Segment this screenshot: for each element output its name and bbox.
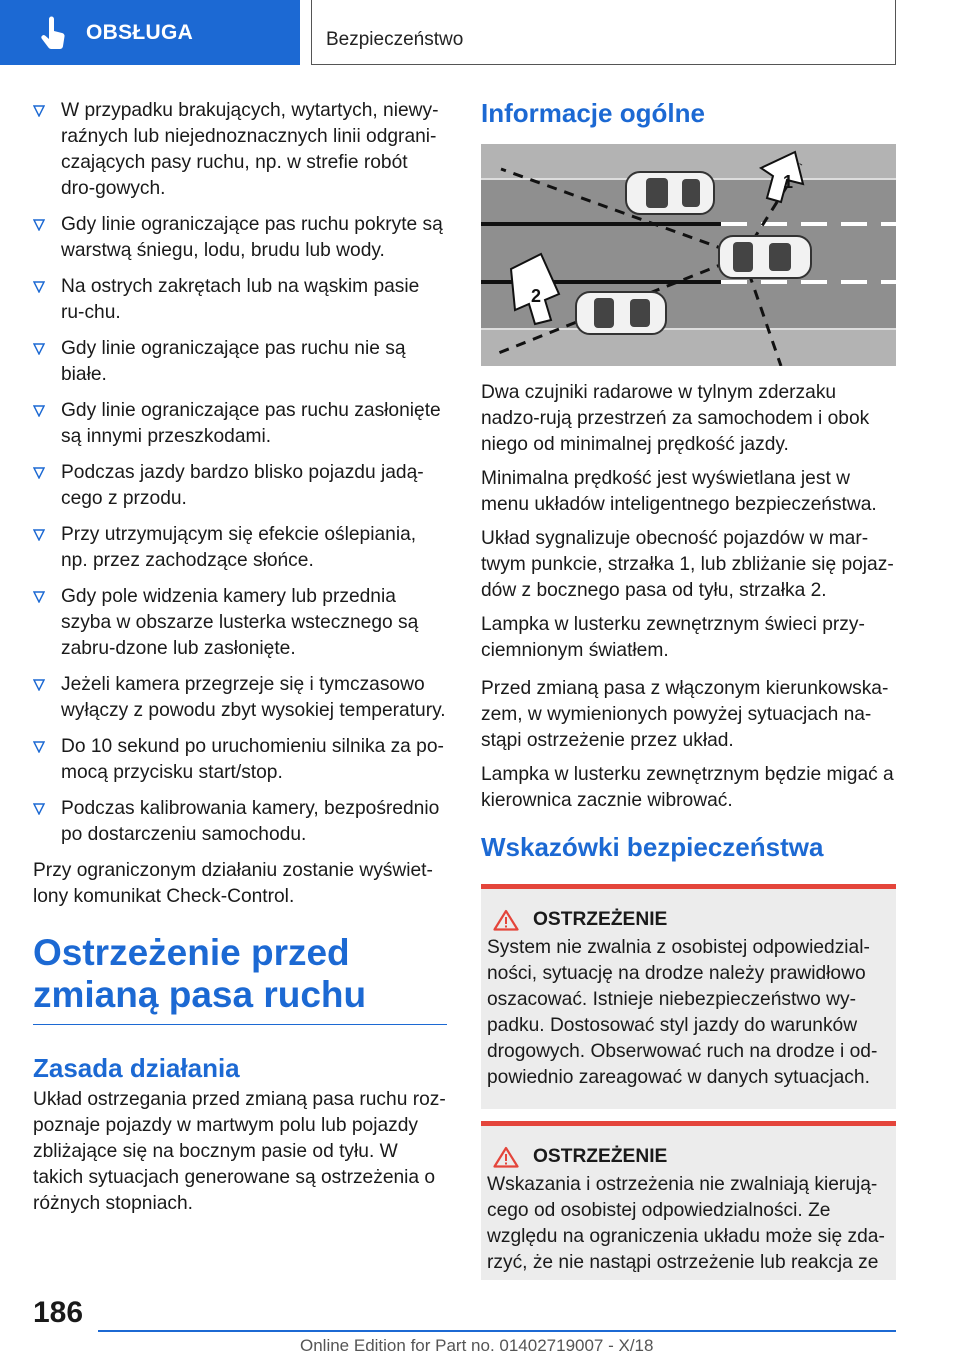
list-item-text: Gdy linie ograniczające pas ruchu pokryte są warstwą śniegu, lodu, brudu lub wody. (61, 214, 443, 261)
bullet-triangle-icon (33, 405, 45, 417)
check-control-note: Przy ograniczonym działaniu zostanie wyświet-lony komunikat Check-Control. (33, 860, 433, 907)
list-item (33, 584, 447, 662)
section-heading: Ostrzeżenie przed zmianą pasa ruchu (33, 932, 447, 1025)
list-item-text: Gdy linie ograniczające pas ruchu nie są białe. (61, 338, 406, 385)
bullet-triangle-icon (33, 343, 45, 355)
list-item-text: Jeżeli kamera przegrzeje się i tymczasowo wyłączy z powodu zbyt wysokiej temperatury. (61, 674, 446, 721)
footer-divider (98, 1330, 896, 1332)
limitations-list (33, 98, 447, 848)
warning-box (481, 884, 896, 1109)
warning-box (481, 1121, 896, 1280)
warning-behaviour-text (481, 676, 896, 814)
bullet-triangle-icon (33, 591, 45, 603)
warning-title-row (487, 1144, 890, 1170)
svg-text:1: 1 (783, 172, 794, 192)
page-number: 186 (33, 1296, 84, 1329)
list-item (33, 522, 447, 574)
page-header (311, 0, 896, 65)
left-column (33, 98, 447, 1225)
safety-heading: Wskazówki bezpieczeństwa (481, 832, 824, 862)
warning-title: OSTRZEŻENIE (533, 1146, 668, 1167)
list-item-text: Na ostrych zakrętach lub na wąskim pasie ru-chu. (61, 276, 420, 323)
bullet-triangle-icon (33, 529, 45, 541)
lane-change-figure (481, 144, 896, 366)
paragraph: Dwa czujniki radarowe w tylnym zderzaku nadzo-rują przestrzeń za samochodem i obok niego od minimalnej prędkość jazdy. (481, 382, 870, 455)
section-label: OBSŁUGA (86, 20, 194, 44)
list-item (33, 672, 447, 724)
list-item (33, 734, 447, 786)
bullet-triangle-icon (33, 219, 45, 231)
list-item (33, 336, 447, 388)
svg-text:2: 2 (531, 286, 542, 306)
list-item (33, 796, 447, 848)
warning-title: OSTRZEŻENIE (533, 909, 668, 930)
bullet-triangle-icon (33, 281, 45, 293)
list-item-text: Gdy linie ograniczające pas ruchu zasłonięte są innymi przeszkodami. (61, 400, 441, 447)
page-title: Bezpieczeństwo (326, 29, 464, 50)
paragraph: Lampka w lusterku zewnętrznym świeci przy-ciemnionym światłem. (481, 614, 865, 661)
principle-text: Układ ostrzegania przed zmianą pasa ruchu roz-poznaje pojazdy w martwym polu lub pojazdy zbliżające się na bocznym pasie od tyłu. W takich sytuacjach generowane są ostrzeżenia o różnych stopniach. (33, 1089, 446, 1214)
warning-triangle-icon (493, 909, 519, 931)
general-info-heading: Informacje ogólne (481, 98, 705, 128)
section-tab[interactable] (0, 0, 300, 65)
subsection-heading: Zasada działania (33, 1053, 240, 1083)
warning-title-row (487, 907, 890, 933)
bullet-triangle-icon (33, 803, 45, 815)
paragraph: Układ sygnalizuje obecność pojazdów w mar-twym punkcie, strzałka 1, lub zbliżanie się pojaz-dów z bocznego pasa od tyłu, strzałka 2. (481, 528, 894, 601)
bullet-triangle-icon (33, 679, 45, 691)
warning-text: System nie zwalnia z osobistej odpowiedzial-ności, sytuację na drodze należy prawidłowo oszacować. Istnieje niebezpieczeństwo wy-padku. Dostosować styl jazdy do warunków drogowych. Obserwować ruch na drodze i od-powiednio zareagować w danych sytuacjach. (487, 937, 878, 1088)
paragraph: Lampka w lusterku zewnętrznym będzie migać a kierownica zacznie wibrować. (481, 764, 894, 811)
list-item (33, 274, 447, 326)
lane-change-illustration (481, 144, 896, 366)
warning-text: Wskazania i ostrzeżenia nie zwalniają kierują-cego od osobistej odpowiedzialności. Ze względu na ograniczenia układu może się zda-rzyć, że nie nastąpi ostrzeżenie lub reakcja ze (487, 1174, 885, 1273)
hand-pointer-icon (38, 16, 68, 50)
list-item-text: Podczas jazdy bardzo blisko pojazdu jadą-cego z przodu. (61, 462, 424, 509)
warnings-container (481, 884, 896, 1280)
bullet-triangle-icon (33, 467, 45, 479)
list-item-text: Przy utrzymującym się efekcie oślepiania, np. przez zachodzące słońce. (61, 524, 417, 571)
list-item-text: Gdy pole widzenia kamery lub przednia szyba w obszarze lusterka wstecznego są zabru-dzone lub zasłonięte. (61, 586, 419, 659)
right-column (481, 98, 896, 1292)
list-item (33, 98, 447, 202)
list-item (33, 212, 447, 264)
list-item (33, 460, 447, 512)
footer-edition: Online Edition for Part no. 01402719007 - X/18 (300, 1336, 654, 1355)
warning-triangle-icon (493, 1146, 519, 1168)
list-item-text: Do 10 sekund po uruchomieniu silnika za po-mocą przycisku start/stop. (61, 736, 444, 783)
general-info-text (481, 380, 896, 664)
list-item-text: Podczas kalibrowania kamery, bezpośrednio po dostarczeniu samochodu. (61, 798, 440, 845)
bullet-triangle-icon (33, 741, 45, 753)
paragraph: Przed zmianą pasa z włączonym kierunkowska-zem, w wymienionych powyżej sytuacjach na-stąpi ostrzeżenie przez układ. (481, 678, 889, 751)
list-item (33, 398, 447, 450)
bullet-triangle-icon (33, 105, 45, 117)
list-item-text: W przypadku brakujących, wytartych, niewy-raźnych lub niejednoznacznych linii odgrani-czających pasy ruchu, np. w strefie robót dro-gowych. (61, 100, 439, 199)
paragraph: Minimalna prędkość jest wyświetlana jest w menu układów inteligentnego bezpieczeństwa. (481, 468, 877, 515)
